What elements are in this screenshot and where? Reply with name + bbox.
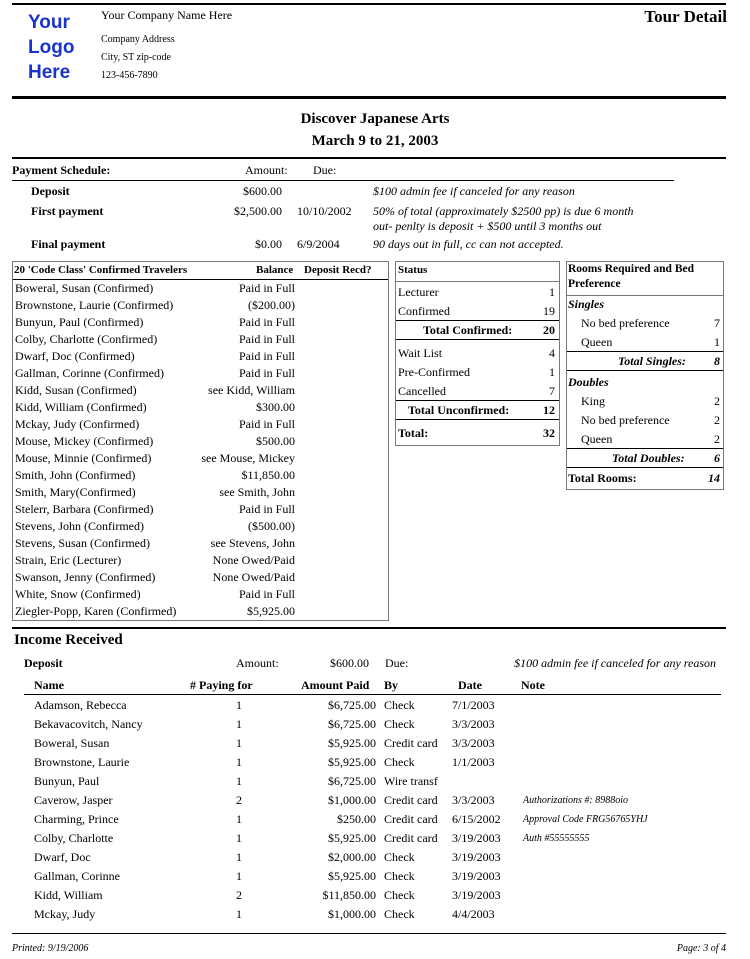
printed-date: Printed: 9/19/2006 — [12, 943, 89, 954]
income-name: Colby, Charlotte — [34, 831, 114, 845]
income-by: Credit card — [384, 812, 438, 826]
rooms-divider — [567, 370, 723, 371]
traveler-row — [13, 569, 387, 586]
income-paid: $2,000.00 — [328, 850, 376, 864]
payment-note-line2: out- penlty is deposit + $500 until 3 months out — [373, 219, 602, 233]
income-paying: 1 — [236, 907, 242, 921]
income-by: Check — [384, 698, 415, 712]
header-rule — [12, 96, 726, 99]
traveler-row — [13, 552, 387, 569]
total-singles-value: 8 — [714, 354, 720, 368]
income-by: Wire transf — [384, 774, 438, 788]
traveler-name: Kidd, Susan (Confirmed) — [15, 383, 137, 397]
income-row — [0, 867, 720, 886]
due-label: Due: — [313, 163, 337, 177]
amount-label: Amount: — [245, 163, 288, 177]
income-row — [0, 810, 720, 829]
traveler-row — [13, 314, 387, 331]
income-note: Auth #55555555 — [523, 833, 590, 844]
traveler-balance: None Owed/Paid — [212, 553, 295, 567]
traveler-row — [13, 382, 387, 399]
income-paid: $1,000.00 — [328, 793, 376, 807]
total-doubles-value: 6 — [714, 451, 720, 465]
company-address: Company Address — [101, 34, 175, 45]
tour-dates: March 9 to 21, 2003 — [311, 133, 439, 149]
income-name: Caverow, Jasper — [34, 793, 113, 807]
traveler-row — [13, 450, 387, 467]
payment-amount: $600.00 — [243, 184, 282, 198]
traveler-name: Brownstone, Laurie (Confirmed) — [15, 298, 174, 312]
traveler-row — [13, 348, 387, 365]
traveler-name: Kidd, William (Confirmed) — [15, 400, 147, 414]
total-rooms-label: Total Rooms: — [568, 471, 637, 485]
income-by: Check — [384, 888, 415, 902]
traveler-name: Dwarf, Doc (Confirmed) — [15, 349, 135, 363]
income-paid: $6,725.00 — [328, 774, 376, 788]
income-row — [0, 905, 720, 924]
col-note: Note — [521, 678, 545, 692]
traveler-balance: Paid in Full — [238, 332, 295, 346]
balance-header: Balance — [256, 264, 294, 276]
traveler-name: Mckay, Judy (Confirmed) — [15, 417, 140, 431]
rooms-title: Rooms Required and Bed — [568, 263, 694, 275]
travelers-body — [13, 280, 388, 620]
traveler-balance: ($500.00) — [248, 519, 295, 533]
income-name: Kidd, William — [34, 888, 103, 902]
income-name: Dwarf, Doc — [34, 850, 91, 864]
traveler-balance: Paid in Full — [238, 315, 295, 329]
status-cancelled: Cancelled 7 — [398, 384, 555, 398]
income-by: Check — [384, 717, 415, 731]
traveler-balance: see Kidd, William — [208, 383, 295, 397]
income-paid: $6,725.00 — [328, 717, 376, 731]
income-by: Check — [384, 907, 415, 921]
payment-note: $100 admin fee if canceled for any reason — [373, 184, 575, 198]
rooms-box — [566, 261, 724, 490]
room-pref-label: King — [581, 394, 605, 408]
payment-note: 90 days out in full, cc can not accepted. — [373, 237, 564, 251]
company-city: City, ST zip-code — [101, 52, 171, 63]
payment-due: 10/10/2002 — [297, 204, 352, 218]
traveler-name: Stevens, John (Confirmed) — [15, 519, 144, 533]
income-paid: $250.00 — [337, 812, 376, 826]
status-box — [395, 261, 560, 446]
income-row — [0, 715, 720, 734]
status-total: Total: 32 — [398, 426, 555, 440]
status-divider — [396, 419, 559, 420]
status-wait-list: Wait List 4 — [398, 346, 555, 360]
income-title: Income Received — [14, 632, 123, 648]
payment-label: First payment — [31, 204, 104, 218]
col-name: Name — [34, 678, 64, 692]
traveler-name: Boweral, Susan (Confirmed) — [15, 281, 154, 295]
income-paying: 1 — [236, 812, 242, 826]
traveler-row — [13, 280, 387, 297]
income-paying: 1 — [236, 850, 242, 864]
income-name: Brownstone, Laurie — [34, 755, 130, 769]
income-deposit-label: Deposit — [24, 656, 63, 670]
room-pref-label: No bed preference — [581, 413, 670, 427]
report-title: Tour Detail — [644, 7, 727, 26]
traveler-balance: None Owed/Paid — [212, 570, 295, 584]
income-paid: $1,000.00 — [328, 907, 376, 921]
payment-rule — [12, 180, 674, 181]
traveler-row — [13, 416, 387, 433]
room-pref-value: 2 — [714, 394, 720, 408]
payment-note: 50% of total (approximately $2500 pp) is due 6 month — [373, 204, 634, 218]
tour-rule — [12, 157, 726, 159]
footer-rule — [12, 933, 726, 934]
income-paid: $6,725.00 — [328, 698, 376, 712]
traveler-row — [13, 603, 387, 620]
income-amount-label: Amount: — [236, 656, 279, 670]
traveler-name: Smith, John (Confirmed) — [15, 468, 136, 482]
income-date: 4/4/2003 — [452, 907, 495, 921]
col-date: Date — [458, 678, 482, 692]
income-paying: 2 — [236, 793, 242, 807]
payment-due: 6/9/2004 — [297, 237, 340, 251]
traveler-balance: Paid in Full — [238, 587, 295, 601]
rooms-rule — [567, 295, 723, 296]
status-confirmed: Confirmed 19 — [398, 304, 555, 318]
payment-amount: $0.00 — [255, 237, 282, 251]
total-singles-label: Total Singles: — [618, 354, 686, 368]
traveler-name: Ziegler-Popp, Karen (Confirmed) — [15, 604, 177, 618]
doubles-label: Doubles — [568, 375, 609, 389]
status-lecturer: Lecturer 1 — [398, 285, 555, 299]
company-logo: Your Logo Here — [28, 12, 75, 83]
income-date: 3/19/2003 — [452, 850, 501, 864]
income-date: 3/19/2003 — [452, 831, 501, 845]
traveler-name: Gallman, Corinne (Confirmed) — [15, 366, 164, 380]
income-by: Check — [384, 850, 415, 864]
col-paid: Amount Paid — [301, 678, 370, 692]
income-name: Boweral, Susan — [34, 736, 110, 750]
income-name: Mckay, Judy — [34, 907, 96, 921]
traveler-name: Mouse, Minnie (Confirmed) — [15, 451, 152, 465]
traveler-row — [13, 518, 387, 535]
income-date: 3/3/2003 — [452, 736, 495, 750]
income-paid: $5,925.00 — [328, 736, 376, 750]
room-pref-label: Queen — [581, 335, 613, 349]
income-by: Check — [384, 755, 415, 769]
income-name: Bunyun, Paul — [34, 774, 100, 788]
traveler-row — [13, 467, 387, 484]
rooms-divider — [567, 467, 723, 468]
traveler-balance: Paid in Full — [238, 349, 295, 363]
income-name: Adamson, Rebecca — [34, 698, 127, 712]
income-paying: 1 — [236, 698, 242, 712]
income-name: Gallman, Corinne — [34, 869, 120, 883]
status-title: Status — [398, 264, 428, 276]
room-pref-label: No bed preference — [581, 316, 670, 330]
income-row — [0, 886, 720, 905]
total-doubles-label: Total Doubles: — [612, 451, 685, 465]
traveler-balance: $11,850.00 — [241, 468, 295, 482]
traveler-balance: see Smith, John — [219, 485, 295, 499]
traveler-balance: see Stevens, John — [210, 536, 295, 550]
income-paid: $5,925.00 — [328, 755, 376, 769]
traveler-name: Bunyun, Paul (Confirmed) — [15, 315, 144, 329]
rooms-divider — [567, 351, 723, 352]
traveler-row — [13, 586, 387, 603]
traveler-row — [13, 484, 387, 501]
travelers-table — [12, 261, 389, 621]
income-paid: $5,925.00 — [328, 831, 376, 845]
page-number: Page: 3 of 4 — [676, 943, 726, 954]
income-name: Charming, Prince — [34, 812, 119, 826]
traveler-balance: Paid in Full — [238, 281, 295, 295]
rooms-title-line2: Preference — [568, 278, 621, 290]
traveler-row — [13, 297, 387, 314]
income-date: 3/19/2003 — [452, 888, 501, 902]
income-paying: 1 — [236, 717, 242, 731]
income-paid: $11,850.00 — [322, 888, 376, 902]
income-paying: 1 — [236, 774, 242, 788]
income-amount: $600.00 — [330, 656, 369, 670]
total-rooms-value: 14 — [708, 471, 720, 485]
income-row — [0, 791, 720, 810]
income-row — [0, 734, 720, 753]
payment-label: Deposit — [31, 184, 70, 198]
travelers-title: 20 'Code Class' Confirmed Travelers — [14, 264, 188, 276]
traveler-name: Swanson, Jenny (Confirmed) — [15, 570, 156, 584]
tour-name: Discover Japanese Arts — [300, 111, 450, 127]
income-due-label: Due: — [385, 656, 409, 670]
status-rule — [396, 281, 559, 282]
traveler-balance: $5,925.00 — [247, 604, 295, 618]
income-note: Authorizations #: 8988oio — [523, 795, 629, 806]
income-paying: 1 — [236, 755, 242, 769]
status-total-unconfirmed: Total Unconfirmed: 12 — [408, 403, 555, 417]
income-row — [0, 848, 720, 867]
traveler-row — [13, 433, 387, 450]
income-note: $100 admin fee if canceled for any reason — [514, 656, 716, 670]
room-pref-value: 2 — [714, 413, 720, 427]
col-paying: # Paying for — [190, 678, 253, 692]
traveler-name: Mouse, Mickey (Confirmed) — [15, 434, 154, 448]
income-paying: 2 — [236, 888, 242, 902]
traveler-name: White, Snow (Confirmed) — [15, 587, 141, 601]
traveler-name: Stevens, Susan (Confirmed) — [15, 536, 150, 550]
income-paying: 1 — [236, 869, 242, 883]
traveler-balance: ($200.00) — [248, 298, 295, 312]
traveler-name: Stelerr, Barbara (Confirmed) — [15, 502, 154, 516]
income-paid: $5,925.00 — [328, 869, 376, 883]
traveler-balance: $500.00 — [256, 434, 295, 448]
company-name: Your Company Name Here — [101, 8, 233, 22]
traveler-row — [13, 501, 387, 518]
income-by: Credit card — [384, 793, 438, 807]
income-paying: 1 — [236, 736, 242, 750]
income-paying: 1 — [236, 831, 242, 845]
room-pref-label: Queen — [581, 432, 613, 446]
traveler-balance: $300.00 — [256, 400, 295, 414]
traveler-row — [13, 331, 387, 348]
traveler-row — [13, 535, 387, 552]
payment-amount: $2,500.00 — [234, 204, 282, 218]
income-row — [0, 772, 720, 791]
income-by: Credit card — [384, 736, 438, 750]
traveler-name: Colby, Charlotte (Confirmed) — [15, 332, 158, 346]
income-date: 3/3/2003 — [452, 717, 495, 731]
income-date: 6/15/2002 — [452, 812, 501, 826]
payment-label: Final payment — [31, 237, 106, 251]
income-row — [0, 696, 720, 715]
income-by: Check — [384, 869, 415, 883]
income-row — [0, 753, 720, 772]
room-pref-value: 1 — [714, 335, 720, 349]
income-note: Approval Code FRG56765YHJ — [523, 814, 648, 825]
income-rule — [12, 627, 726, 629]
income-table-body — [0, 695, 750, 925]
payment-schedule-title: Payment Schedule: — [12, 163, 111, 177]
traveler-balance: Paid in Full — [238, 502, 295, 516]
company-phone: 123-456-7890 — [101, 70, 158, 81]
room-pref-value: 2 — [714, 432, 720, 446]
income-name: Bekavacovitch, Nancy — [34, 717, 143, 731]
deposit-header: Deposit Recd? — [304, 264, 372, 276]
top-rule — [12, 3, 726, 5]
status-divider — [396, 339, 559, 340]
traveler-row — [13, 399, 387, 416]
income-row — [0, 829, 720, 848]
income-date: 3/3/2003 — [452, 793, 495, 807]
income-date: 3/19/2003 — [452, 869, 501, 883]
traveler-balance: see Mouse, Mickey — [201, 451, 295, 465]
rooms-divider — [567, 448, 723, 449]
income-by: Credit card — [384, 831, 438, 845]
traveler-name: Strain, Eric (Lecturer) — [15, 553, 122, 567]
room-pref-value: 7 — [714, 316, 720, 330]
income-date: 1/1/2003 — [452, 755, 495, 769]
status-total-confirmed: Total Confirmed: 20 — [423, 323, 555, 337]
traveler-name: Smith, Mary(Confirmed) — [15, 485, 136, 499]
status-pre-confirmed: Pre-Confirmed 1 — [398, 365, 555, 379]
singles-label: Singles — [568, 297, 605, 311]
traveler-balance: Paid in Full — [238, 366, 295, 380]
traveler-balance: Paid in Full — [238, 417, 295, 431]
col-by: By — [384, 678, 399, 692]
income-date: 7/1/2003 — [452, 698, 495, 712]
traveler-row — [13, 365, 387, 382]
